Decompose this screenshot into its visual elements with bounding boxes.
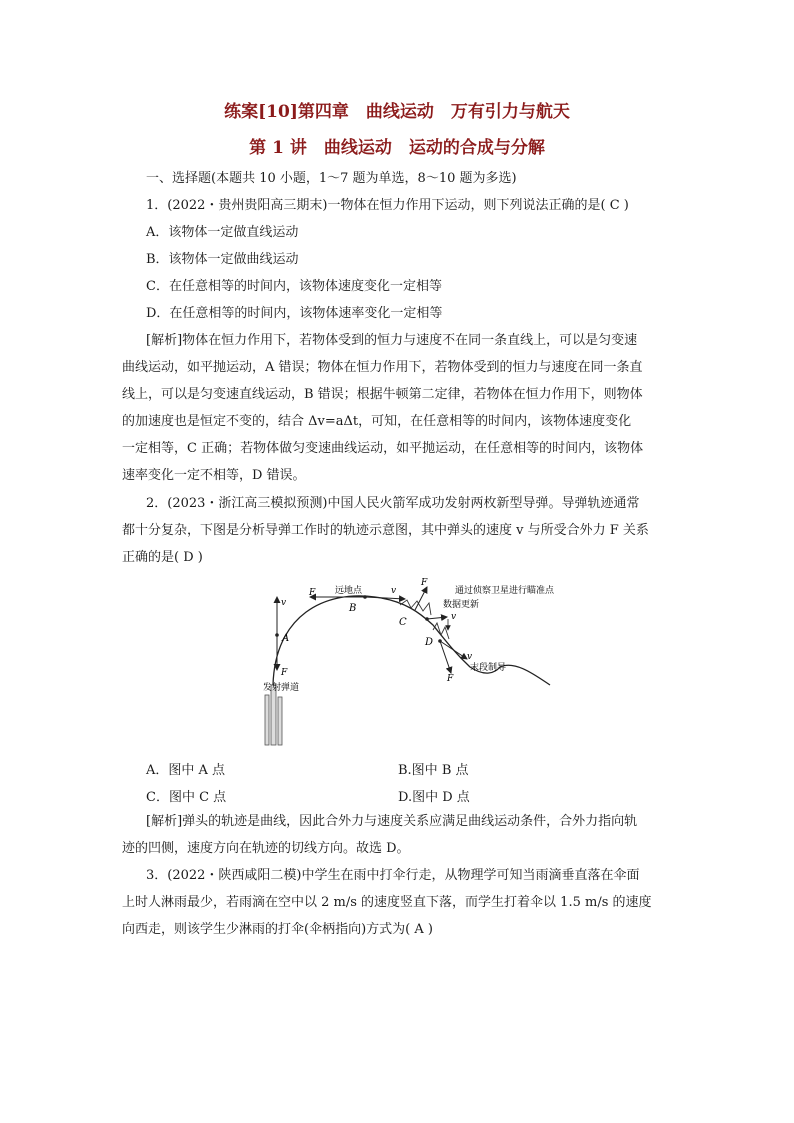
label-f: F (447, 674, 454, 684)
title-line-2: 第 1 讲 曲线运动 运动的合成与分解 (249, 138, 545, 158)
q1-analysis-line: 速率变化一定不相等，D 错误。 (122, 468, 306, 483)
section-heading: 一、选择题(本题共 10 小题，1～7 题为单选，8～10 题为多选) (146, 171, 517, 186)
q2-stem-line: 2．(2023・浙江高三模拟预测)中国人民火箭军成功发射两枚新型导弹。导弹轨迹通常 (146, 496, 640, 511)
label-f: F (309, 588, 316, 598)
q2-option-b: B.图中 B 点 (398, 763, 469, 778)
label-v: v (451, 612, 457, 622)
q1-stem: 1．(2022・贵州贵阳高三期末)一物体在恒力作用下运动，则下列说法正确的是( C ) (146, 198, 629, 213)
q2-analysis-line: [解析]弹头的轨迹是曲线，因此合外力与速度关系应满足曲线运动条件，合外力指向轨 (146, 814, 638, 829)
q2-analysis-line: 迹的凹侧，速度方向在轨迹的切线方向。故选 D。 (122, 841, 410, 856)
q2-option-c: C．图中 C 点 (146, 790, 227, 805)
q2-stem-line: 都十分复杂，下图是分析导弹工作时的轨迹示意图，其中弹头的速度 v 与所受合外力 F 关系 (122, 523, 649, 538)
label-satellite-update: 数据更新 (443, 600, 480, 610)
label-b: B (349, 603, 357, 614)
label-c: C (399, 617, 407, 628)
point-a-marker (275, 633, 279, 637)
label-f: F (421, 578, 428, 588)
q1-option-b: B．该物体一定做曲线运动 (146, 252, 299, 267)
title-line-1: 练案[10]第四章 曲线运动 万有引力与航天 (224, 102, 570, 122)
point-b-marker (363, 595, 367, 599)
label-d: D (425, 637, 434, 648)
arrow-f-c (415, 587, 427, 610)
q1-option-d: D．在任意相等的时间内，该物体速率变化一定相等 (146, 306, 443, 321)
q3-stem-line: 3．(2022・陕西咸阳二模)中学生在雨中打伞行走，从物理学可知当雨滴垂直落在伞面 (146, 868, 640, 883)
q3-stem-line: 上时人淋雨最少，若雨滴在空中以 2 m/s 的速度竖直下落，而学生打着伞以 1.5 m/s 的速度 (122, 895, 652, 910)
q1-analysis-line: 线上，可以是匀变速直线运动，B 错误；根据牛顿第二定律，若物体在恒力作用下，则物体 (122, 387, 643, 402)
arrow-v-d (440, 641, 467, 659)
label-a: A (282, 633, 290, 644)
q1-analysis-line: [解析]物体在恒力作用下，若物体受到的恒力与速度不在同一条直线上，可以是匀变速 (146, 333, 638, 348)
label-v: v (281, 598, 287, 608)
q2-option-d: D.图中 D 点 (398, 790, 470, 805)
q1-option-a: A．该物体一定做直线运动 (146, 225, 299, 240)
q1-analysis-line: 曲线运动，如平抛运动，A 错误；物体在恒力作用下，若物体受到的恒力与速度在同一条直 (122, 360, 643, 375)
arrow-v-c (427, 617, 447, 619)
label-v: v (467, 652, 473, 662)
q1-analysis-line: 的加速度也是恒定不变的，结合 Δv=aΔt，可知，在任意相等的时间内，该物体速度变化 (122, 414, 632, 429)
point-c-marker (425, 617, 429, 621)
q3-stem-line: 向西走，则该学生少淋雨的打伞(伞柄指向)方式为( A ) (122, 922, 433, 937)
label-launch-trajectory: 发射弹道 (263, 683, 300, 693)
q2-stem-line: 正确的是( D ) (122, 550, 203, 565)
label-satellite: 通过侦察卫星进行瞄准点 (455, 586, 555, 596)
label-f: F (281, 668, 288, 678)
q2-option-a: A．图中 A 点 (146, 763, 226, 778)
point-d-marker (438, 639, 442, 643)
trajectory-figure (255, 575, 565, 750)
zigzag-line (433, 623, 449, 639)
q1-option-c: C．在任意相等的时间内，该物体速度变化一定相等 (146, 279, 442, 294)
launch-tower-icon (265, 685, 282, 745)
label-v: v (391, 586, 397, 596)
zigzag-line (400, 600, 431, 615)
label-far-point: 远地点 (335, 586, 363, 596)
trajectory-curve (273, 596, 550, 685)
label-terminal-guidance: 末段制导 (470, 663, 507, 673)
q1-analysis-line: 一定相等，C 正确；若物体做匀变速曲线运动，如平抛运动，在任意相等的时间内，该物体 (122, 441, 644, 456)
